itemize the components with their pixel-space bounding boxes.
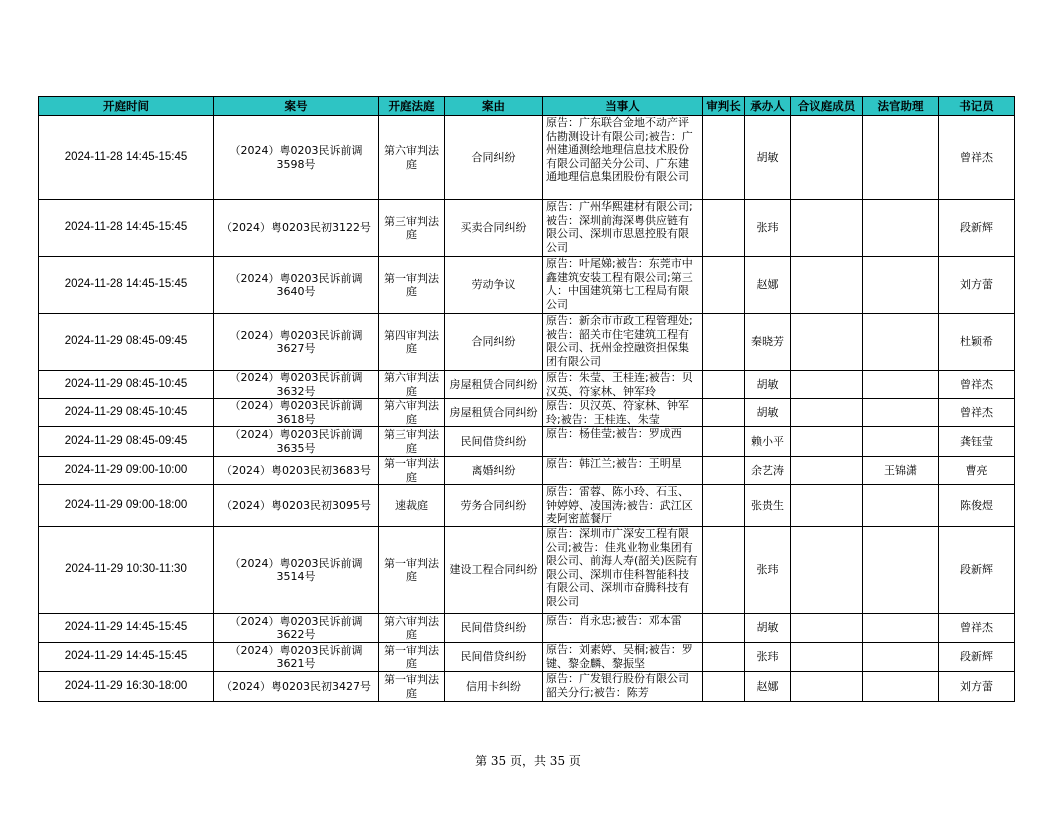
cell-assistant xyxy=(863,485,939,527)
cell-parties: 原告：杨佳莹;被告：罗成西 xyxy=(543,427,703,457)
cell-cause: 建设工程合同纠纷 xyxy=(445,527,543,614)
cell-case-no: （2024）粤0203民诉前调3627号 xyxy=(214,314,379,371)
cell-assistant xyxy=(863,371,939,399)
cell-chief-judge xyxy=(703,457,745,485)
cell-chief-judge xyxy=(703,672,745,702)
cell-court: 第四审判法庭 xyxy=(379,314,445,371)
cell-clerk: 段新辉 xyxy=(939,527,1015,614)
header-court: 开庭法庭 xyxy=(379,97,445,116)
cell-parties: 原告：叶尾娣;被告：东莞市中鑫建筑安装工程有限公司;第三人：中国建筑第七工程局有限公司 xyxy=(543,257,703,314)
cell-court: 速裁庭 xyxy=(379,485,445,527)
hearing-schedule-table xyxy=(38,96,1015,702)
cell-cause: 劳务合同纠纷 xyxy=(445,485,543,527)
cell-time: 2024-11-28 14:45-15:45 xyxy=(39,200,214,257)
cell-clerk: 杜颖希 xyxy=(939,314,1015,371)
cell-panel xyxy=(791,672,863,702)
cell-parties: 原告：广发银行股份有限公司韶关分行;被告：陈芳 xyxy=(543,672,703,702)
cell-chief-judge xyxy=(703,200,745,257)
cell-panel xyxy=(791,643,863,672)
cell-panel xyxy=(791,457,863,485)
header-parties: 当事人 xyxy=(543,97,703,116)
table-row xyxy=(39,643,1015,672)
header-handler: 承办人 xyxy=(745,97,791,116)
cell-parties: 原告：雷蓉、陈小玲、石玉、钟婷婷、凌国涛;被告：武江区麦阿密蓝餐厅 xyxy=(543,485,703,527)
cell-handler: 胡敏 xyxy=(745,116,791,200)
cell-cause: 信用卡纠纷 xyxy=(445,672,543,702)
cell-parties: 原告：刘素婷、吴桐;被告：罗键、黎金麟、黎振坚 xyxy=(543,643,703,672)
cell-parties: 原告：深圳市广深安工程有限公司;被告：佳兆业物业集团有限公司、前海人寿(韶关)医院有限公司、深圳市佳科智能科技有限公司、深圳市奋腾科技有限公司 xyxy=(543,527,703,614)
cell-time: 2024-11-29 14:45-15:45 xyxy=(39,643,214,672)
cell-assistant: 王锦潇 xyxy=(863,457,939,485)
cell-chief-judge xyxy=(703,314,745,371)
cell-assistant xyxy=(863,200,939,257)
cell-case-no: （2024）粤0203民诉前调3621号 xyxy=(214,643,379,672)
table-row xyxy=(39,399,1015,427)
cell-panel xyxy=(791,257,863,314)
cell-court: 第三审判法庭 xyxy=(379,200,445,257)
header-assistant: 法官助理 xyxy=(863,97,939,116)
table-row xyxy=(39,485,1015,527)
cell-clerk: 曹亮 xyxy=(939,457,1015,485)
cell-clerk: 曾祥杰 xyxy=(939,371,1015,399)
cell-parties: 原告：广东联合金地不动产评估勘测设计有限公司;被告：广州建通测绘地理信息技术股份有限公司韶关分公司、广东建通地理信息集团股份有限公司 xyxy=(543,116,703,200)
cell-clerk: 陈俊煜 xyxy=(939,485,1015,527)
cell-chief-judge xyxy=(703,116,745,200)
cell-assistant xyxy=(863,672,939,702)
cell-court: 第一审判法庭 xyxy=(379,672,445,702)
cell-case-no: （2024）粤0203民诉前调3632号 xyxy=(214,371,379,399)
header-chief-judge: 审判长 xyxy=(703,97,745,116)
cell-panel xyxy=(791,527,863,614)
cell-case-no: （2024）粤0203民诉前调3640号 xyxy=(214,257,379,314)
table-row xyxy=(39,116,1015,200)
cell-assistant xyxy=(863,527,939,614)
cell-panel xyxy=(791,314,863,371)
table-row xyxy=(39,457,1015,485)
cell-court: 第六审判法庭 xyxy=(379,371,445,399)
cell-parties: 原告：肖永忠;被告：邓本雷 xyxy=(543,614,703,643)
cell-handler: 秦晓芳 xyxy=(745,314,791,371)
cell-time: 2024-11-29 10:30-11:30 xyxy=(39,527,214,614)
cell-assistant xyxy=(863,116,939,200)
cell-handler: 张玮 xyxy=(745,643,791,672)
header-row xyxy=(39,97,1015,116)
cell-assistant xyxy=(863,399,939,427)
cell-handler: 赵娜 xyxy=(745,257,791,314)
table-row xyxy=(39,614,1015,643)
cell-handler: 张玮 xyxy=(745,527,791,614)
cell-clerk: 刘方蕾 xyxy=(939,672,1015,702)
cell-case-no: （2024）粤0203民诉前调3514号 xyxy=(214,527,379,614)
cell-chief-judge xyxy=(703,371,745,399)
cell-cause: 民间借贷纠纷 xyxy=(445,643,543,672)
table-row xyxy=(39,672,1015,702)
cell-cause: 买卖合同纠纷 xyxy=(445,200,543,257)
cell-time: 2024-11-29 09:00-10:00 xyxy=(39,457,214,485)
cell-handler: 胡敏 xyxy=(745,371,791,399)
cell-cause: 民间借贷纠纷 xyxy=(445,614,543,643)
cell-cause: 房屋租赁合同纠纷 xyxy=(445,399,543,427)
cell-time: 2024-11-29 08:45-09:45 xyxy=(39,314,214,371)
cell-handler: 赖小平 xyxy=(745,427,791,457)
header-case-no: 案号 xyxy=(214,97,379,116)
table-row xyxy=(39,200,1015,257)
cell-court: 第六审判法庭 xyxy=(379,399,445,427)
cell-case-no: （2024）粤0203民诉前调3622号 xyxy=(214,614,379,643)
cell-chief-judge xyxy=(703,257,745,314)
cell-case-no: （2024）粤0203民诉前调3598号 xyxy=(214,116,379,200)
cell-panel xyxy=(791,399,863,427)
cell-case-no: （2024）粤0203民诉前调3618号 xyxy=(214,399,379,427)
table-body xyxy=(39,116,1015,702)
cell-handler: 胡敏 xyxy=(745,614,791,643)
table-row xyxy=(39,314,1015,371)
cell-case-no: （2024）粤0203民初3683号 xyxy=(214,457,379,485)
cell-case-no: （2024）粤0203民初3122号 xyxy=(214,200,379,257)
cell-handler: 张玮 xyxy=(745,200,791,257)
cell-chief-judge xyxy=(703,527,745,614)
cell-case-no: （2024）粤0203民初3427号 xyxy=(214,672,379,702)
cell-clerk: 刘方蕾 xyxy=(939,257,1015,314)
cell-assistant xyxy=(863,257,939,314)
cell-parties: 原告：新余市市政工程管理处;被告：韶关市住宅建筑工程有限公司、抚州金控融资担保集团有限公司 xyxy=(543,314,703,371)
cell-assistant xyxy=(863,427,939,457)
cell-handler: 余艺涛 xyxy=(745,457,791,485)
cell-case-no: （2024）粤0203民诉前调3635号 xyxy=(214,427,379,457)
cell-chief-judge xyxy=(703,427,745,457)
cell-assistant xyxy=(863,614,939,643)
cell-panel xyxy=(791,485,863,527)
cell-court: 第三审判法庭 xyxy=(379,427,445,457)
header-panel: 合议庭成员 xyxy=(791,97,863,116)
cell-clerk: 曾祥杰 xyxy=(939,116,1015,200)
cell-clerk: 段新辉 xyxy=(939,643,1015,672)
cell-chief-judge xyxy=(703,643,745,672)
cell-handler: 张贵生 xyxy=(745,485,791,527)
cell-time: 2024-11-29 08:45-10:45 xyxy=(39,371,214,399)
cell-time: 2024-11-29 09:00-18:00 xyxy=(39,485,214,527)
cell-cause: 离婚纠纷 xyxy=(445,457,543,485)
cell-handler: 胡敏 xyxy=(745,399,791,427)
cell-court: 第一审判法庭 xyxy=(379,457,445,485)
cell-panel xyxy=(791,427,863,457)
cell-chief-judge xyxy=(703,485,745,527)
cell-time: 2024-11-28 14:45-15:45 xyxy=(39,116,214,200)
cell-case-no: （2024）粤0203民初3095号 xyxy=(214,485,379,527)
cell-parties: 原告：朱莹、王桂连;被告：贝汉英、符家林、钟军玲 xyxy=(543,371,703,399)
cell-time: 2024-11-29 14:45-15:45 xyxy=(39,614,214,643)
cell-chief-judge xyxy=(703,614,745,643)
cell-cause: 民间借贷纠纷 xyxy=(445,427,543,457)
table-row xyxy=(39,257,1015,314)
cell-assistant xyxy=(863,643,939,672)
cell-assistant xyxy=(863,314,939,371)
cell-clerk: 曾祥杰 xyxy=(939,399,1015,427)
cell-time: 2024-11-29 08:45-09:45 xyxy=(39,427,214,457)
table-row xyxy=(39,427,1015,457)
cell-court: 第一审判法庭 xyxy=(379,257,445,314)
table-row xyxy=(39,527,1015,614)
cell-cause: 合同纠纷 xyxy=(445,116,543,200)
cell-cause: 劳动争议 xyxy=(445,257,543,314)
cell-time: 2024-11-29 16:30-18:00 xyxy=(39,672,214,702)
header-cause: 案由 xyxy=(445,97,543,116)
cell-court: 第六审判法庭 xyxy=(379,116,445,200)
cell-clerk: 曾祥杰 xyxy=(939,614,1015,643)
cell-court: 第六审判法庭 xyxy=(379,614,445,643)
cell-time: 2024-11-28 14:45-15:45 xyxy=(39,257,214,314)
header-time: 开庭时间 xyxy=(39,97,214,116)
cell-clerk: 段新辉 xyxy=(939,200,1015,257)
cell-clerk: 龚钰莹 xyxy=(939,427,1015,457)
page-footer: 第 35 页，共 35 页 xyxy=(475,754,581,768)
cell-panel xyxy=(791,614,863,643)
cell-cause: 合同纠纷 xyxy=(445,314,543,371)
cell-panel xyxy=(791,116,863,200)
cell-parties: 原告：广州华熙建材有限公司;被告：深圳前海深粤供应链有限公司、深圳市思恩控股有限公司 xyxy=(543,200,703,257)
cell-panel xyxy=(791,371,863,399)
table-row xyxy=(39,371,1015,399)
cell-chief-judge xyxy=(703,399,745,427)
cell-parties: 原告：韩江兰;被告：王明星 xyxy=(543,457,703,485)
cell-parties: 原告：贝汉英、符家林、钟军玲;被告：王桂连、朱莹 xyxy=(543,399,703,427)
cell-panel xyxy=(791,200,863,257)
cell-time: 2024-11-29 08:45-10:45 xyxy=(39,399,214,427)
header-clerk: 书记员 xyxy=(939,97,1015,116)
cell-handler: 赵娜 xyxy=(745,672,791,702)
cell-court: 第一审判法庭 xyxy=(379,643,445,672)
cell-cause: 房屋租赁合同纠纷 xyxy=(445,371,543,399)
cell-court: 第一审判法庭 xyxy=(379,527,445,614)
